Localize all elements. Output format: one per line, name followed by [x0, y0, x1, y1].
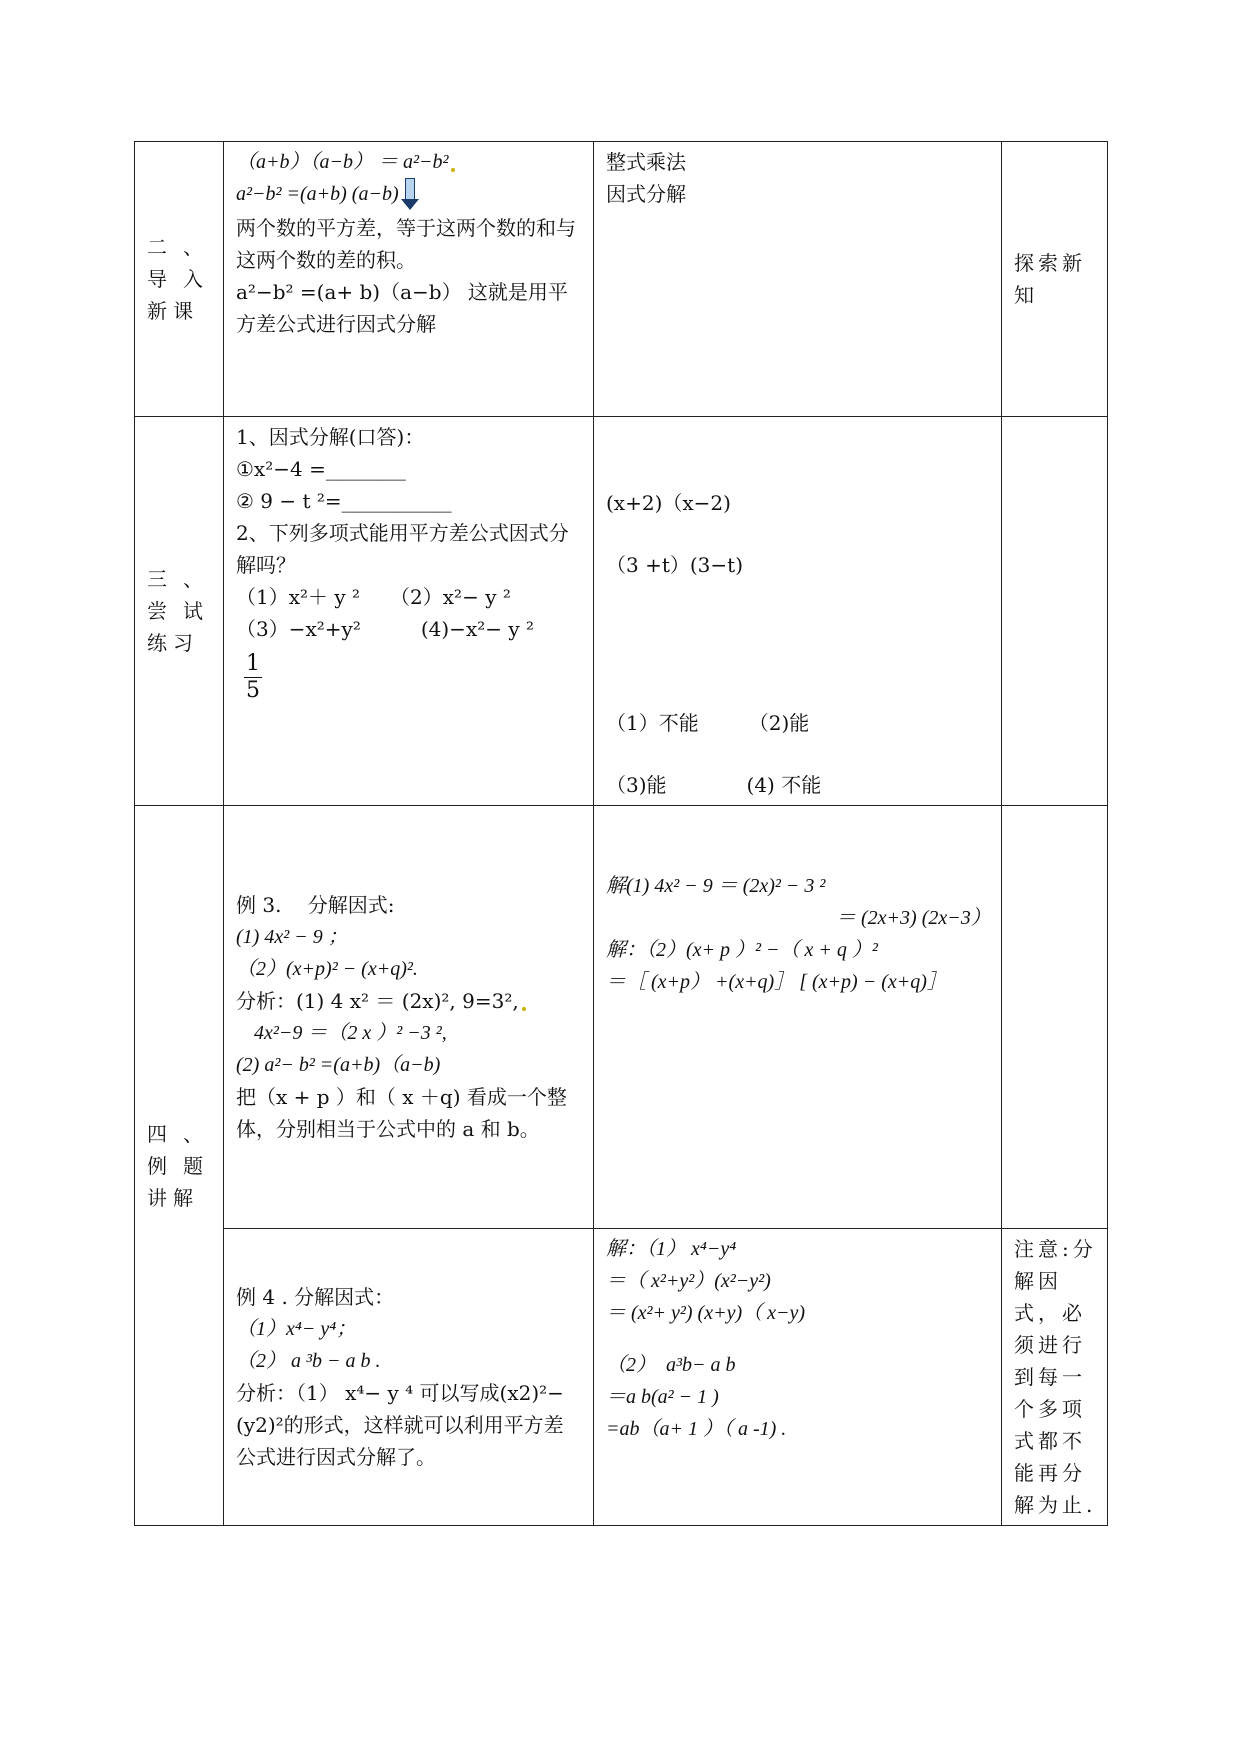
question-line: 2、下列多项式能用平方差公式因式分解吗？	[236, 521, 569, 577]
answer-cell-intro	[594, 142, 1002, 417]
stage-label: 三、尝试练习	[147, 567, 209, 655]
solution-line: 解：（2）(x+ p ）² −（ x + q ）²	[606, 939, 878, 961]
note-cell-example3	[1002, 806, 1108, 1229]
solution-line: （2） a³b− a b	[606, 1354, 736, 1376]
answer-cell-example3	[594, 806, 1002, 1229]
text-line: 两个数的平方差，等于这两个数的和与这两个数的差的积。	[236, 216, 576, 273]
content-cell-example3	[224, 806, 594, 1229]
stage-label: 四、例题讲解	[147, 1121, 209, 1210]
example-line: (2) a²− b² =(a+b)（a−b)	[236, 1054, 441, 1076]
note-cell-example4	[1002, 1229, 1108, 1526]
note-text: 注意:分解因式，必须进行到每一个多项式都不能再分解为止.	[1014, 1237, 1097, 1517]
question-line: （3）−x²+y² (4)−x²− y ²	[236, 617, 535, 641]
answer-line: （3 +t）(3−t)	[606, 553, 744, 577]
answer-line: 整式乘法	[606, 150, 686, 174]
stage-label: 二、导入新课	[147, 235, 209, 323]
solution-line: ＝ (x²+ y²) (x+y)（ x−y)	[606, 1302, 806, 1324]
note-cell-intro	[1002, 142, 1108, 417]
down-arrow-icon	[401, 178, 417, 212]
question-line: 1、因式分解(口答)：	[236, 425, 425, 449]
solution-line: 解：（1） x⁴−y⁴	[606, 1238, 737, 1260]
row-intro	[135, 142, 1108, 417]
example-line: 分析：（1） x⁴− y ⁴ 可以写成(x2)²−(y2)²的形式，这样就可以利用平方差公式进行因式分解了。	[236, 1381, 564, 1469]
solution-line: ＝a b(a² − 1 )	[606, 1386, 719, 1408]
answer-cell-practice	[594, 417, 1002, 806]
example-line: 4x²−9 ＝（2 x ）² −3 ²,	[254, 1022, 447, 1044]
example-line: (1) 4x² − 9 ；	[236, 926, 348, 948]
solution-line: ＝［ (x+p） +(x+q)］ [ (x+p) − (x+q)］	[606, 971, 947, 993]
row-practice	[135, 417, 1108, 806]
fraction	[244, 651, 262, 704]
example-line: 例 3. 分解因式:	[236, 893, 395, 917]
answer-line: （1）不能 （2)能	[606, 711, 810, 735]
solution-line: =ab（a+ 1 ）（ a -1) .	[606, 1418, 787, 1440]
formula-line: （a+b）（a−b） ＝ a²−b²	[236, 146, 583, 178]
row-example3	[135, 806, 1108, 1229]
stage-cell-examples	[135, 806, 224, 1526]
example-line: （2）(x+p)² − (x+q)².	[236, 958, 418, 980]
stage-cell-practice	[135, 417, 224, 806]
answer-cell-example4	[594, 1229, 1002, 1526]
answer-line: (x+2)（x−2)	[606, 491, 731, 515]
answer-line: （3)能 (4) 不能	[606, 773, 822, 797]
answer-line: 因式分解	[606, 182, 686, 206]
example-line: （2） a ³b − a b .	[236, 1350, 381, 1372]
question-line: ①x²−4 =________	[236, 457, 406, 481]
marker-dot	[451, 168, 455, 172]
example-line: （1）x⁴− y⁴；	[236, 1318, 357, 1340]
example-line: 分析：(1) 4 x² ＝ (2x)², 9=3²,	[236, 985, 583, 1017]
formula-line: a²−b² =(a+b) (a−b)	[236, 178, 583, 212]
example-line: 把（x + p ）和（ x ＋q) 看成一个整体，分别相当于公式中的 a 和 b。	[236, 1085, 567, 1141]
content-cell-example4	[224, 1229, 594, 1526]
content-cell-practice	[224, 417, 594, 806]
row-example4	[135, 1229, 1108, 1526]
solution-line: ＝ (2x+3) (2x−3）	[836, 907, 991, 929]
content-cell-intro	[224, 142, 594, 417]
fraction-numerator: 1	[246, 651, 260, 676]
solution-line: 解(1) 4x² − 9 ＝ (2x)² − 3 ²	[606, 875, 826, 897]
lesson-table	[134, 141, 1108, 1526]
question-line: （1）x²＋ y ² （2）x²− y ²	[236, 585, 511, 609]
text-line: a²−b² =(a+ b)（a−b） 这就是用平方差公式进行因式分解	[236, 280, 568, 337]
fraction-denominator: 5	[246, 678, 260, 703]
stage-cell-intro	[135, 142, 224, 417]
example-line: 例 4 . 分解因式：	[236, 1285, 395, 1309]
note-text: 探索新知	[1014, 251, 1086, 307]
solution-line: ＝（ x²+y²）(x²−y²)	[606, 1270, 771, 1292]
note-cell-practice	[1002, 417, 1108, 806]
marker-dot	[522, 1007, 526, 1011]
question-line: ② 9 − t ²=___________	[236, 489, 452, 513]
